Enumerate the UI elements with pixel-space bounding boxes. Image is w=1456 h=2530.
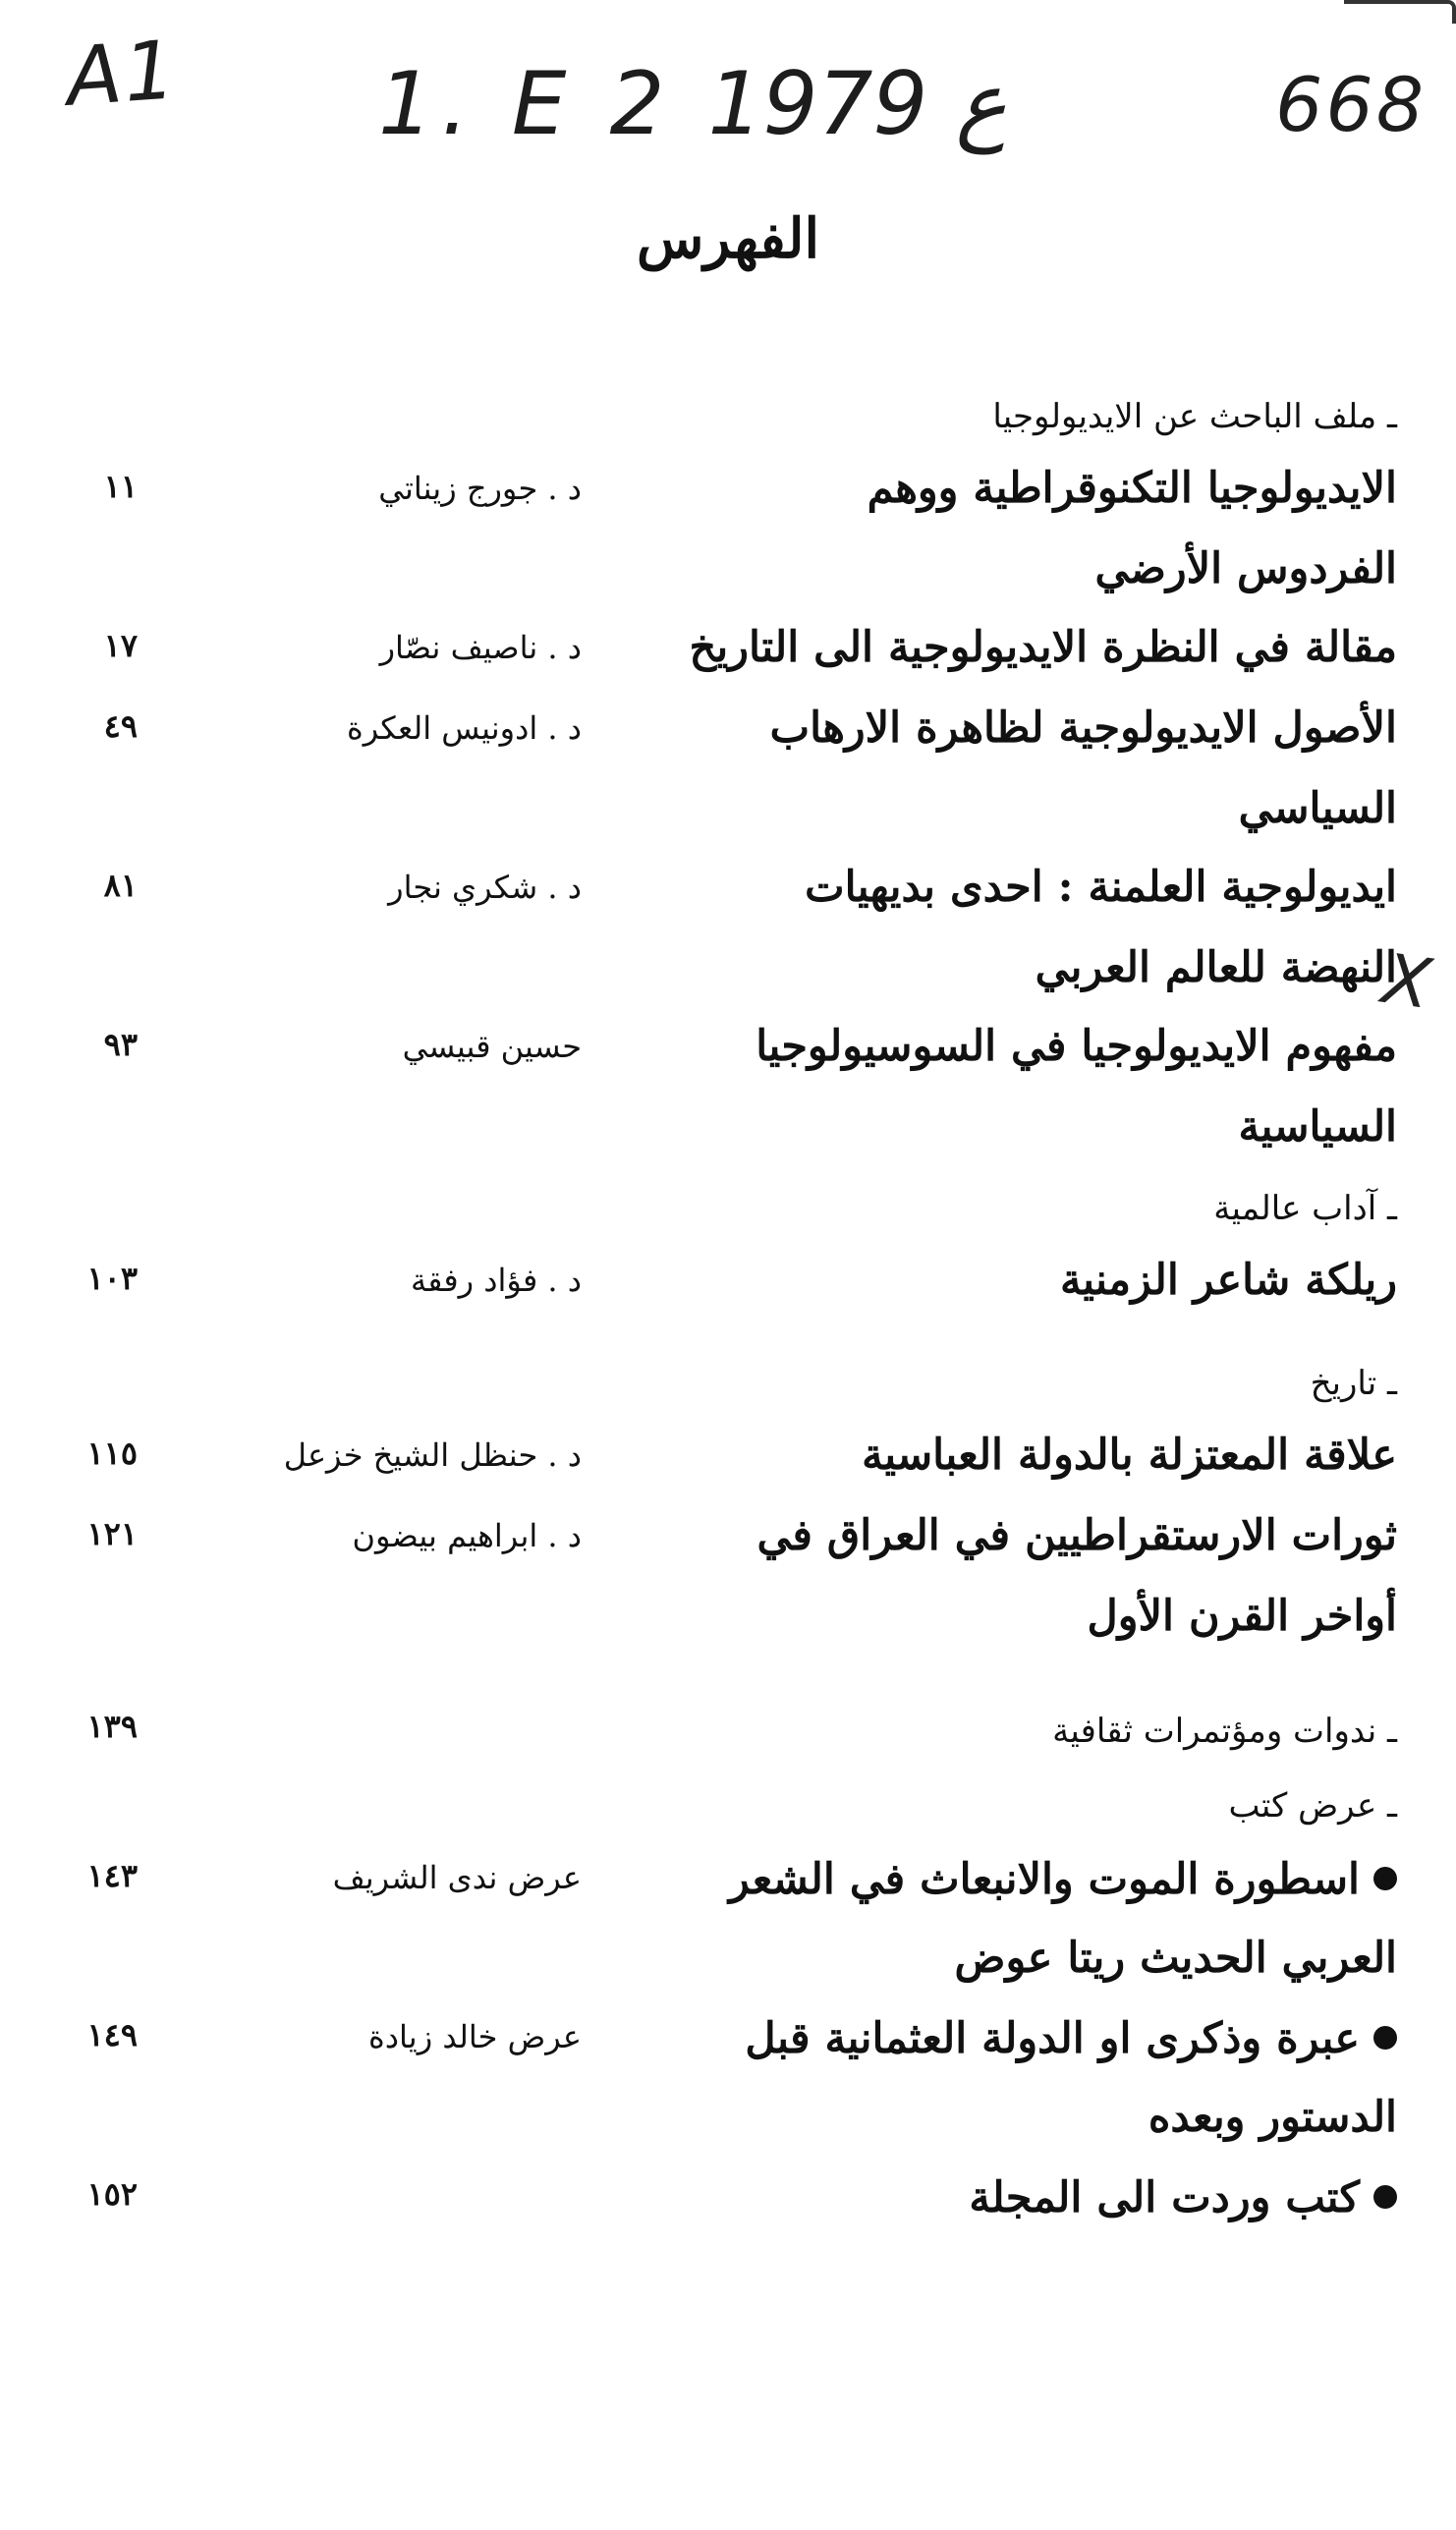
entry-author: د . جورج زيناتي [378,470,582,507]
toc-section-row [51,1181,1397,1256]
entry-author: د . حنظل الشيخ خزعل [283,1436,582,1474]
entry-title-text: اسطورة الموت والانبعاث في الشعر [728,1855,1360,1905]
toc-entry-row [51,1511,1397,1592]
entry-title-continuation: السياسية [1238,1102,1397,1152]
toc-entry-row [51,1431,1397,1511]
entry-author: د . فؤاد رفقة [411,1262,582,1299]
entry-title-continuation: العربي الحديث ريتا عوض [954,1934,1397,1983]
section-label: ـ ملف الباحث عن الايديولوجيا [992,397,1397,436]
entry-page-number: ١٢١ [86,1515,138,1552]
entry-page-number: ١٥٢ [86,2175,138,2213]
toc-continuation-row [51,544,1397,623]
entry-author: حسين قبيسي [402,1028,582,1065]
scan-corner-mark [1344,0,1456,24]
toc-entry-row [51,1853,1397,1934]
entry-author: د . ناصيف نصّار [379,629,582,666]
entry-page-number: ١٣٩ [86,1708,138,1745]
entry-title: ثورات الارستقراطيين في العراق في [756,1511,1397,1560]
toc-continuation-row [51,1592,1397,1670]
toc-continuation-row [51,784,1397,863]
toc-entry-row [51,863,1397,943]
entry-title [969,2171,1397,2224]
toc-entry-row [51,464,1397,544]
entry-page-number: ٤٩ [103,707,138,745]
spacer [51,1670,1397,1704]
section-label: ـ عرض كتب [1228,1786,1397,1826]
toc-section-row [51,1704,1397,1778]
entry-author: د . ادونيس العكرة [346,709,582,747]
entry-title: الايديولوجيا التكنوقراطية ووهم [867,464,1397,513]
entry-author: عرض ندى الشريف [332,1859,582,1896]
entry-page-number: ٨١ [103,867,138,904]
section-label: ـ ندوات ومؤتمرات ثقافية [1052,1712,1397,1751]
section-label: ـ تاريخ [1310,1364,1397,1403]
handwritten-note-center: 1. E 2 ع 1979 [378,53,1007,154]
toc-continuation-row [51,2093,1397,2171]
toc-continuation-row [51,1102,1397,1181]
toc-entry-row [51,623,1397,703]
entry-page-number: ١١٥ [86,1434,138,1472]
entry-author: د . ابراهيم بيضون [352,1517,582,1554]
page-title: الفهرس [636,206,820,271]
entry-page-number: ١٤٩ [86,2016,138,2053]
toc-continuation-row [51,943,1397,1022]
entry-title: ريلكة شاعر الزمنية [1059,1256,1397,1305]
handwritten-note-left: A1 [63,24,181,125]
toc-section-row [51,1356,1397,1431]
entry-page-number: ١٧ [103,627,138,664]
entry-title-continuation: الدستور وبعده [1148,2093,1397,2142]
section-label: ـ آداب عالمية [1213,1189,1397,1228]
bullet-icon [1373,2026,1397,2050]
margin-mark: X [1377,938,1436,1025]
entry-author: د . شكري نجار [388,869,582,906]
toc-entry-row [51,1022,1397,1102]
entry-title: الأصول الايديولوجية لظاهرة الارهاب [769,703,1397,753]
entry-title: مقالة في النظرة الايديولوجية الى التاريخ [689,623,1397,672]
entry-page-number: ١١ [103,468,138,505]
toc-section-row [51,389,1397,464]
entry-title-continuation: النهضة للعالم العربي [1035,943,1397,992]
spacer [51,1336,1397,1356]
entry-page-number: ١٤٣ [86,1857,138,1894]
toc-entry-row [51,703,1397,784]
entry-title: علاقة المعتزلة بالدولة العباسية [862,1431,1397,1480]
table-of-contents [51,389,1397,2252]
toc-continuation-row [51,1934,1397,2012]
entry-page-number: ٩٣ [103,1026,138,1063]
bullet-icon [1373,2185,1397,2209]
toc-entry-row [51,2012,1397,2093]
toc-entry-row [51,1256,1397,1336]
entry-title-continuation: السياسي [1238,784,1397,833]
toc-section-row [51,1778,1397,1853]
entry-page-number: ١٠٣ [86,1260,138,1297]
entry-title [745,2012,1397,2065]
entry-title: مفهوم الايديولوجيا في السوسيولوجيا [756,1022,1397,1071]
handwritten-note-right: 668 [1275,61,1428,148]
entry-title-continuation: أواخر القرن الأول [1087,1592,1397,1641]
entry-title: ايديولوجية العلمنة : احدى بديهيات [805,863,1397,912]
entry-title-text: كتب وردت الى المجلة [969,2173,1360,2223]
entry-author: عرض خالد زيادة [368,2018,582,2055]
entry-title-continuation: الفردوس الأرضي [1094,544,1397,593]
toc-entry-row [51,2171,1397,2252]
entry-title-text: عبرة وذكرى او الدولة العثمانية قبل [745,2014,1360,2064]
bullet-icon [1373,1867,1397,1890]
entry-title [729,1853,1397,1906]
